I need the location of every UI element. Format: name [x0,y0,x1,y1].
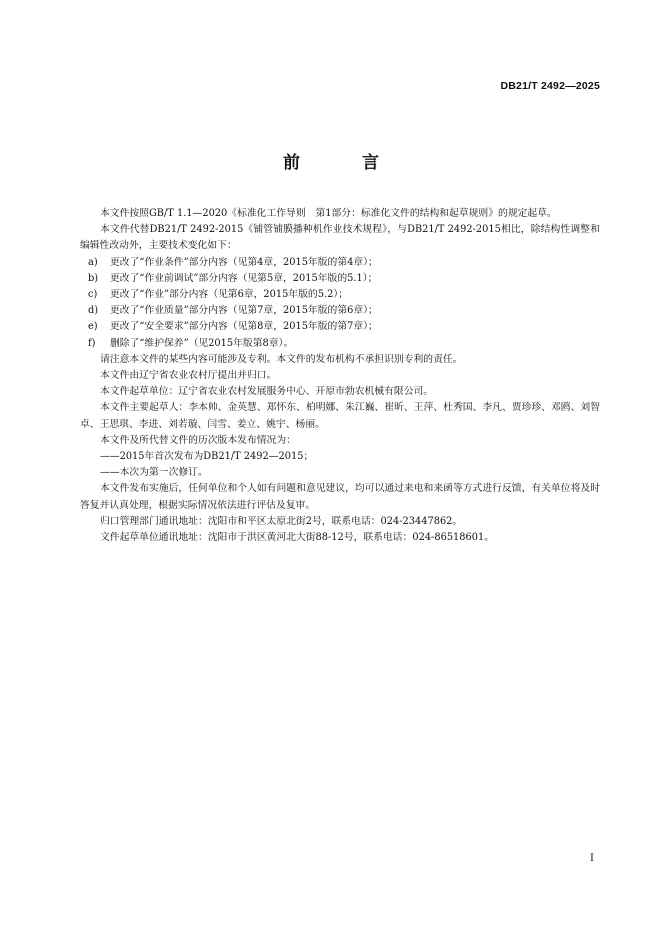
list-item-change [80,271,600,287]
list-item-text: 更改了“作业”部分内容（见第6章，2015年版的5.2）； [110,289,349,301]
paragraph-replacement: 本文件代替DB21/T 2492-2015《铺管铺膜播种机作业技术规程》，与DB21/T 2492-2015相比，除结构性调整和编辑性改动外，主要技术变化如下： [80,224,600,252]
list-item-change [80,303,600,319]
list-item-text: 更改了“作业前调试”部分内容（见第5章，2015年版的5.1）； [110,272,378,284]
list-item-text: 删除了“维护保养”（见2015年版第8章）。 [110,337,294,349]
paragraph-drafters: 本文件主要起草人：李本帅、金英慧、郑怀东、柏明娜、朱江巍、崔昕、王萍、杜秀国、李凡、贾珍珍、邓鸥、刘智卓、王思琪、李进、刘若璇、闫雪、姜立、姚宇、杨丽。 [80,402,600,430]
list-item-change [80,319,600,335]
list-item-change [80,287,600,303]
list-marker: c) [88,289,98,301]
paragraph-drafter-address: 文件起草单位通讯地址：沈阳市于洪区黄河北大街88-12号，联系电话：024-86518601。 [100,532,495,544]
list-item-change [80,255,600,271]
paragraph-history-2015: ——2015年首次发布为DB21/T 2492—2015； [100,451,314,463]
list-item-text: 更改了“安全要求”部分内容（见第8章，2015年版的第7章）； [110,321,378,333]
list-item-change [80,336,600,352]
list-marker: e) [88,321,98,333]
paragraph-drafting-rule: 本文件按照GB/T 1.1—2020《标准化工作导则 第1部分：标准化文件的结构和起草规则》的规定起草。 [100,208,557,219]
paragraph-authority-address: 归口管理部门通讯地址：沈阳市和平区太原北街2号，联系电话：024-23447862。 [100,515,463,527]
paragraph-patent-notice: 请注意本文件的某些内容可能涉及专利。本文件的发布机构不承担识别专利的责任。 [100,353,463,365]
standard-code: DB21/T 2492—2025 [500,80,600,92]
paragraph-feedback: 本文件发布实施后，任何单位和个人如有问题和意见建议，均可以通过来电和来函等方式进行反馈，有关单位将及时答复并认真处理，根据实际情况依法进行评估及复审。 [80,483,600,511]
list-item-text: 更改了“作业条件”部分内容（见第4章，2015年版的第4章）； [110,256,378,268]
page-number: I [590,853,594,864]
list-item-text: 更改了“作业质量”部分内容（见第7章，2015年版的第6章）； [110,305,378,317]
list-marker: d) [88,305,99,317]
list-marker: f) [88,337,96,349]
paragraph-proposer: 本文件由辽宁省农业农村厅提出并归口。 [100,370,277,382]
list-marker: a) [88,256,98,268]
list-marker: b) [88,272,99,284]
page-title: 前 言 [283,153,407,173]
paragraph-drafting-units: 本文件起草单位：辽宁省农业农村发展服务中心、开原市勃农机械有限公司。 [100,386,434,398]
paragraph-history-revision: ——本次为第一次修订。 [100,467,208,479]
paragraph-history-intro: 本文件及所代替文件的历次版本发布情况为： [100,434,296,446]
foreword-body [80,206,600,546]
